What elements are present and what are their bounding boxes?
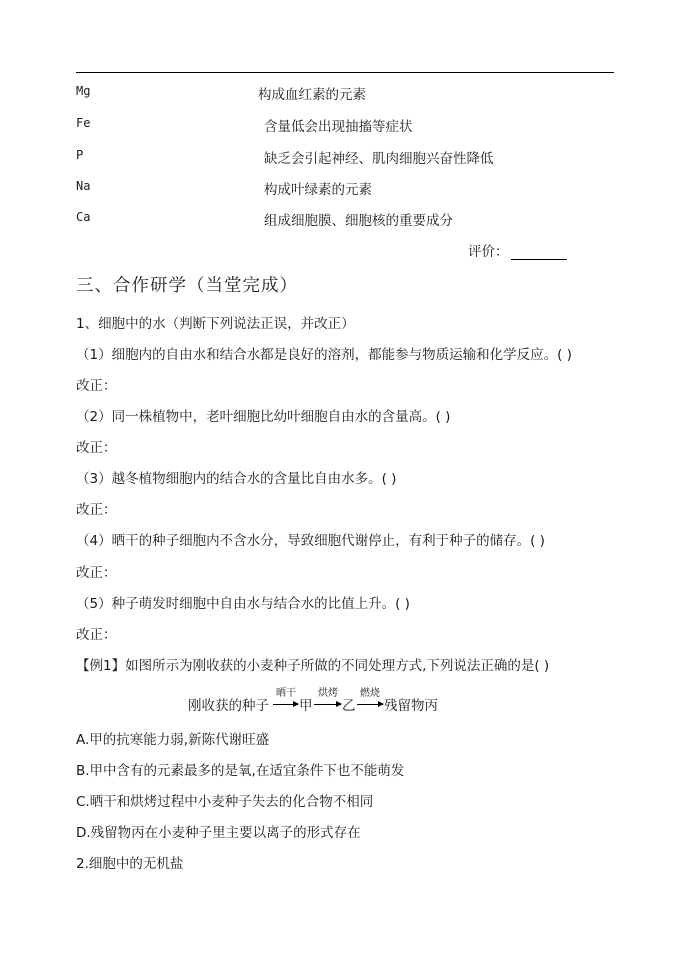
question-statement: （3）越冬植物细胞内的结合水的含量比自由水多。( ) <box>76 471 397 487</box>
element-description: 含量低会出现抽搐等症状 <box>264 119 413 135</box>
evaluation-label: 评价： <box>468 244 509 260</box>
correction-label: 改正： <box>76 502 117 518</box>
correction-label: 改正： <box>76 440 117 456</box>
answer-option-c: C.晒干和烘烤过程中小麦种子失去的化合物不相同 <box>76 794 374 810</box>
flow-step-burn: 燃烧 <box>360 688 380 699</box>
element-symbol: Ca <box>76 210 91 224</box>
element-symbol: Na <box>76 179 91 193</box>
question-statement: （4）晒干的种子细胞内不含水分，导致细胞代谢停止，有利于种子的储存。( ) <box>76 533 545 549</box>
question-statement: （5）种子萌发时细胞中自由水与结合水的比值上升。( ) <box>76 596 410 612</box>
element-symbol: Mg <box>76 84 91 98</box>
example-title: 【例1】如图所示为刚收获的小麦种子所做的不同处理方式,下列说法正确的是( ) <box>76 658 550 674</box>
flow-end: 残留物丙 <box>384 698 438 714</box>
element-description: 构成叶绿素的元素 <box>264 182 372 198</box>
top-divider <box>76 72 614 73</box>
question-statement: （2）同一株植物中，老叶细胞比幼叶细胞自由水的含量高。( ) <box>76 409 451 425</box>
flow-arrow <box>357 704 383 705</box>
question-title: 2.细胞中的无机盐 <box>76 856 184 872</box>
answer-option-b: B.甲中含有的元素最多的是氧,在适宜条件下也不能萌发 <box>76 763 405 779</box>
question-title: 1、细胞中的水（判断下列说法正误，并改正） <box>76 316 355 332</box>
flow-arrow <box>314 704 341 705</box>
flow-node-yi: 乙 <box>342 698 356 714</box>
element-symbol: Fe <box>76 116 91 130</box>
answer-option-d: D.残留物丙在小麦种子里主要以离子的形式存在 <box>76 825 361 841</box>
correction-label: 改正： <box>76 378 117 394</box>
flow-arrow <box>273 704 298 705</box>
flow-step-bake: 烘烤 <box>318 688 338 699</box>
section-title: 三、合作研学（当堂完成） <box>76 276 298 296</box>
flow-start: 刚收获的种子 <box>188 698 269 714</box>
evaluation-blank[interactable] <box>511 245 567 260</box>
correction-label: 改正： <box>76 627 117 643</box>
correction-label: 改正： <box>76 565 117 581</box>
question-statement: （1）细胞内的自由水和结合水都是良好的溶剂，都能参与物质运输和化学反应。( ) <box>76 347 572 363</box>
answer-option-a: A.甲的抗寒能力弱,新陈代谢旺盛 <box>76 732 270 748</box>
flow-step-dry: 晒干 <box>276 688 296 699</box>
element-description: 缺乏会引起神经、肌肉细胞兴奋性降低 <box>264 151 494 167</box>
flow-node-jia: 甲 <box>299 698 313 714</box>
element-description: 组成细胞膜、细胞核的重要成分 <box>264 213 453 229</box>
element-symbol: P <box>76 148 84 162</box>
evaluation <box>468 240 567 260</box>
element-description: 构成血红素的元素 <box>258 87 366 103</box>
